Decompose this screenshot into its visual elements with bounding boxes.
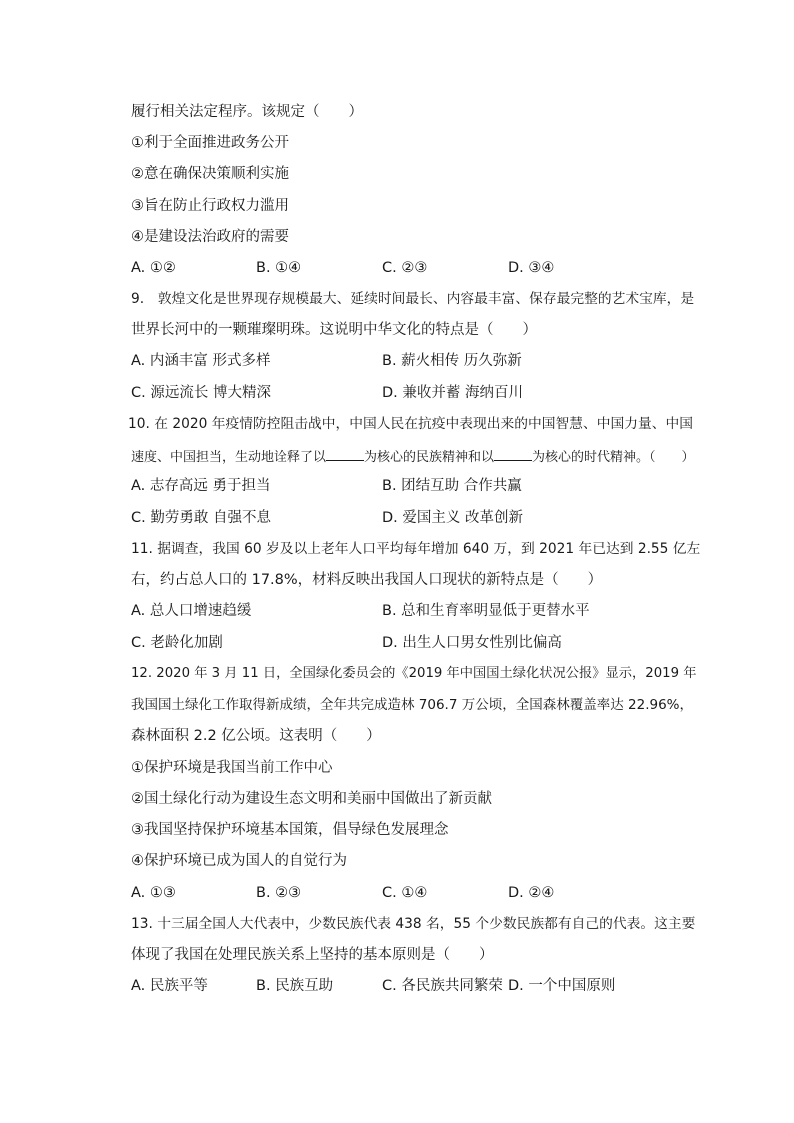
q10-stem-line2 [131, 445, 695, 468]
q12-item-2: ②国土绿化行动为建设生态文明和美丽中国做出了新贡献 [131, 791, 492, 807]
q11-option-d: D. 出生人口男女性别比偏高 [382, 635, 562, 651]
q13-stem-line1: 13. 十三届全国人大代表中，少数民族代表 438 名，55 个少数民族都有自己的代表。这主要 [131, 916, 696, 932]
q10-stem-part-b: 为核心的民族精神和以 [364, 450, 495, 465]
q9-stem-line2: 世界长河中的一颗璀璨明珠。这说明中华文化的特点是（ ） [131, 322, 537, 338]
q11-option-c: C. 老龄化加剧 [131, 635, 223, 651]
q10-option-d: D. 爱国主义 改革创新 [382, 510, 523, 526]
q11-option-b: B. 总和生育率明显低于更替水平 [382, 603, 590, 619]
q12-item-4: ④保护环境已成为国人的自觉行为 [131, 853, 347, 869]
q10-option-b: B. 团结互助 合作共赢 [382, 478, 522, 494]
q12-option-c: C. ①④ [382, 885, 428, 901]
q8-option-c: C. ②③ [382, 260, 428, 276]
q9-option-a: A. 内涵丰富 形式多样 [131, 353, 271, 369]
q12-item-3: ③我国坚持保护环境基本国策，倡导绿色发展理念 [131, 822, 449, 838]
q12-stem-line2: 我国国土绿化工作取得新成绩，全年共完成造林 706.7 万公顷，全国森林覆盖率达 22.96%， [131, 697, 693, 713]
q11-stem-line2: 右，约占总人口的 17.8%，材料反映出我国人口现状的新特点是（ ） [131, 572, 603, 588]
q8-item-2: ②意在确保决策顺利实施 [131, 166, 289, 182]
q12-option-b: B. ②③ [256, 885, 302, 901]
q10-stem-part-a: 速度、中国担当，生动地诠释了以 [131, 450, 327, 465]
q12-stem-line1: 12. 2020 年 3 月 11 日，全国绿化委员会的《2019 年中国国土绿化状况公报》显示，2019 年 [131, 666, 697, 681]
q8-item-4: ④是建设法治政府的需要 [131, 229, 289, 245]
q11-option-a: A. 总人口增速趋缓 [131, 603, 252, 619]
q12-option-a: A. ①③ [131, 885, 176, 901]
q8-option-d: D. ③④ [508, 260, 555, 276]
q11-stem-line1: 11. 据调查，我国 60 岁及以上老年人口平均每年增加 640 万，到 2021 年已达到 2.55 亿左 [131, 541, 701, 557]
q10-option-c: C. 勤劳勇敢 自强不息 [131, 510, 271, 526]
q12-item-1: ①保护环境是我国当前工作中心 [131, 760, 333, 776]
q13-option-b: B. 民族互助 [256, 978, 334, 994]
q10-stem-part-c: 为核心的时代精神。（ ） [532, 450, 695, 465]
q13-stem-line2: 体现了我国在处理民族关系上坚持的基本原则是（ ） [131, 947, 494, 963]
q8-option-a: A. ①② [131, 260, 176, 276]
q13-option-d: D. 一个中国原则 [508, 978, 616, 994]
q10-option-a: A. 志存高远 勇于担当 [131, 478, 271, 494]
q13-option-c: C. 各民族共同繁荣 [382, 978, 503, 994]
q9-stem-line1: 9. 敦煌文化是世界现存规模最大、延续时间最长、内容最丰富、保存最完整的艺术宝库，是 [131, 291, 695, 307]
q9-option-c: C. 源远流长 博大精深 [131, 385, 271, 401]
q13-option-a: A. 民族平等 [131, 978, 208, 994]
q9-option-d: D. 兼收并蓄 海纳百川 [382, 385, 523, 401]
q10-blank-1 [326, 445, 364, 461]
q10-blank-2 [494, 445, 532, 461]
q8-item-3: ③旨在防止行政权力滥用 [131, 198, 289, 214]
q8-item-1: ①利于全面推进政务公开 [131, 135, 289, 151]
q9-option-b: B. 薪火相传 历久弥新 [382, 353, 522, 369]
q8-option-b: B. ①④ [256, 260, 302, 276]
q8-stem-tail: 履行相关法定程序。该规定（ ） [131, 104, 363, 120]
q12-stem-line3: 森林面积 2.2 亿公顷。这表明（ ） [131, 728, 381, 744]
q12-option-d: D. ②④ [508, 885, 555, 901]
q10-stem-line1: 10. 在 2020 年疫情防控阻击战中，中国人民在抗疫中表现出来的中国智慧、中国力量、中国 [128, 416, 693, 432]
